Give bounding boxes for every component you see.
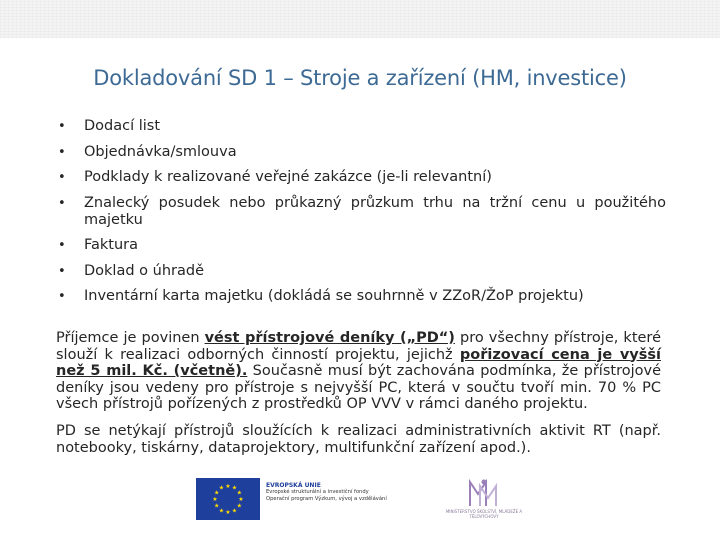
list-item-text: Objednávka/smlouva bbox=[84, 143, 237, 160]
list-item-text: Dodací list bbox=[84, 118, 161, 134]
list-item bbox=[56, 237, 666, 254]
eu-star-icon: ★ bbox=[236, 502, 242, 510]
footer-logos bbox=[196, 476, 536, 522]
list-item bbox=[56, 144, 666, 161]
eu-star-icon: ★ bbox=[231, 507, 238, 515]
paragraph-text: pro všechny přístroje, které slouží k realizaci odborných činností projektu, jejichž bbox=[56, 330, 661, 363]
eu-star-icon: ★ bbox=[214, 502, 220, 510]
eu-star-icon: ★ bbox=[225, 509, 231, 516]
document-list bbox=[56, 118, 666, 314]
list-item-text: Doklad o úhradě bbox=[84, 262, 204, 279]
instrument-log-paragraph bbox=[56, 330, 661, 413]
msmt-logo bbox=[444, 476, 524, 522]
eu-star-icon: ★ bbox=[238, 496, 244, 503]
bullet-icon: • bbox=[58, 195, 66, 211]
exclusion-paragraph: PD se netýkají přístrojů sloužících k realizaci administrativních aktivit RT (např. notebooky, tiskárny, dataprojektory, multifunkční zařízení apod.). bbox=[56, 423, 661, 456]
emphasis-price-threshold: pořizovací cena je vyšší než 5 mil. Kč. (včetně). bbox=[56, 346, 661, 379]
bullet-icon: • bbox=[58, 119, 66, 134]
list-item bbox=[56, 263, 666, 280]
msmt-emblem-icon bbox=[444, 476, 524, 510]
eu-logo-text bbox=[266, 482, 436, 503]
eu-star-icon: ★ bbox=[218, 507, 225, 515]
list-item-text: Podklady k realizované veřejné zakázce (je-li relevantní) bbox=[84, 169, 492, 185]
eu-star-icon: ★ bbox=[218, 484, 225, 492]
eu-line-2: Operační program Výzkum, vývoj a vzdělávání bbox=[266, 496, 387, 502]
list-item-text: Znalecký posudek nebo průkazný průzkum trhu na tržní cenu u použitého majetku bbox=[84, 194, 666, 228]
list-item-text: Inventární karta majetku (dokládá se souhrnně v ZZoR/ŽoP projektu) bbox=[84, 288, 584, 304]
eu-star-icon: ★ bbox=[236, 489, 242, 497]
list-item bbox=[56, 118, 666, 135]
bullet-icon: • bbox=[58, 144, 66, 160]
emphasis-instrument-logs: vést přístrojové deníky („PD“) bbox=[204, 330, 455, 346]
slide-title: Dokladování SD 1 – Stroje a zařízení (HM, investice) bbox=[93, 66, 627, 90]
paragraph-text: Příjemce je povinen bbox=[56, 330, 205, 346]
list-item bbox=[56, 169, 666, 186]
header-texture-band bbox=[0, 0, 720, 38]
eu-star-icon: ★ bbox=[231, 484, 238, 492]
bullet-icon: • bbox=[58, 263, 66, 279]
eu-star-icon: ★ bbox=[225, 483, 231, 490]
eu-star-icon: ★ bbox=[214, 489, 220, 497]
list-item bbox=[56, 195, 666, 229]
bullet-icon: • bbox=[58, 238, 66, 253]
eu-heading: EVROPSKÁ UNIE bbox=[266, 482, 321, 489]
bullet-icon: • bbox=[58, 170, 66, 185]
eu-line-1: Evropské strukturální a investiční fondy bbox=[266, 489, 369, 495]
list-item-text: Faktura bbox=[84, 237, 139, 253]
ministry-caption: MINISTERSTVO ŠKOLSTVÍ, MLÁDEŽE A TĚLOVÝCHOVY bbox=[445, 509, 523, 519]
list-item bbox=[56, 288, 666, 305]
paragraph-text: Současně musí být zachována podmínka, že přístrojové deníky jsou vedeny pro přístroje s nejvyšší PC, která v součtu tvoří min. 70 % PC všech přístrojů pořízených z prostředků OP VVV v rámci daného projektu. bbox=[56, 363, 661, 412]
eu-star-icon: ★ bbox=[212, 496, 218, 503]
bullet-icon: • bbox=[58, 289, 66, 304]
eu-flag-icon bbox=[196, 478, 260, 520]
